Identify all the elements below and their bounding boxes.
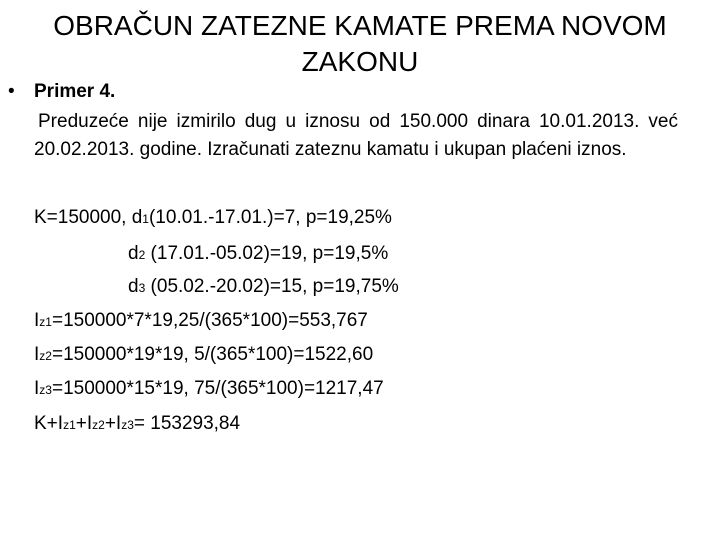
period-2-symbol: d <box>128 243 139 264</box>
bullet-heading <box>8 78 115 106</box>
interest-2-formula: =150000*19*19, 5/(365*100)=1522,60 <box>51 344 374 365</box>
total-part-2: +I <box>75 413 93 434</box>
period-1-subscript: 1 <box>142 212 149 226</box>
interest-3-formula: =150000*15*19, 75/(365*100)=1217,47 <box>51 378 384 399</box>
bullet-icon: • <box>8 81 15 102</box>
period-2-line <box>128 241 388 268</box>
example-heading: Primer 4. <box>34 81 116 102</box>
principal-text: K=150000, d <box>34 207 143 228</box>
period-2-subscript: 2 <box>138 248 146 262</box>
slide-title: OBRAČUN ZATEZNE KAMATE PREMA NOVOM ZAKONU <box>53 10 667 77</box>
period-2-text: (17.01.-05.02)=19, p=19,5% <box>145 243 389 264</box>
total-line <box>34 411 240 438</box>
period-1-text: (10.01.-17.01.)=7, p=19,25% <box>148 207 392 228</box>
period-3-subscript: 3 <box>138 281 146 295</box>
interest-1-symbol: I <box>34 310 40 331</box>
period-3-symbol: d <box>128 276 139 297</box>
total-part-3: +I <box>104 413 122 434</box>
interest-2-subscript: z2 <box>39 349 52 363</box>
total-result: = 153293,84 <box>133 413 241 434</box>
interest-1-subscript: z1 <box>39 315 52 329</box>
total-part-1: K+I <box>34 413 64 434</box>
interest-3-line <box>34 376 384 403</box>
interest-2-line <box>34 342 373 369</box>
interest-1-line <box>34 308 368 335</box>
period-3-text: (05.02.-20.02)=15, p=19,75% <box>145 276 399 297</box>
interest-3-symbol: I <box>34 378 40 399</box>
interest-1-formula: =150000*7*19,25/(365*100)=553,767 <box>51 310 368 331</box>
period-3-line <box>128 274 399 301</box>
problem-statement: Preduzeće nije izmirilo dug u iznosu od 150.000 dinara 10.01.2013. već 20.02.2013. godine. Izračunati zateznu kamatu i ukupan plaćeni iznos. <box>34 111 678 160</box>
total-subscript-3: z3 <box>121 418 134 432</box>
total-subscript-1: z1 <box>63 418 76 432</box>
interest-3-subscript: z3 <box>39 383 52 397</box>
principal-period-1-line <box>34 205 392 232</box>
interest-2-symbol: I <box>34 344 40 365</box>
total-subscript-2: z2 <box>92 418 105 432</box>
